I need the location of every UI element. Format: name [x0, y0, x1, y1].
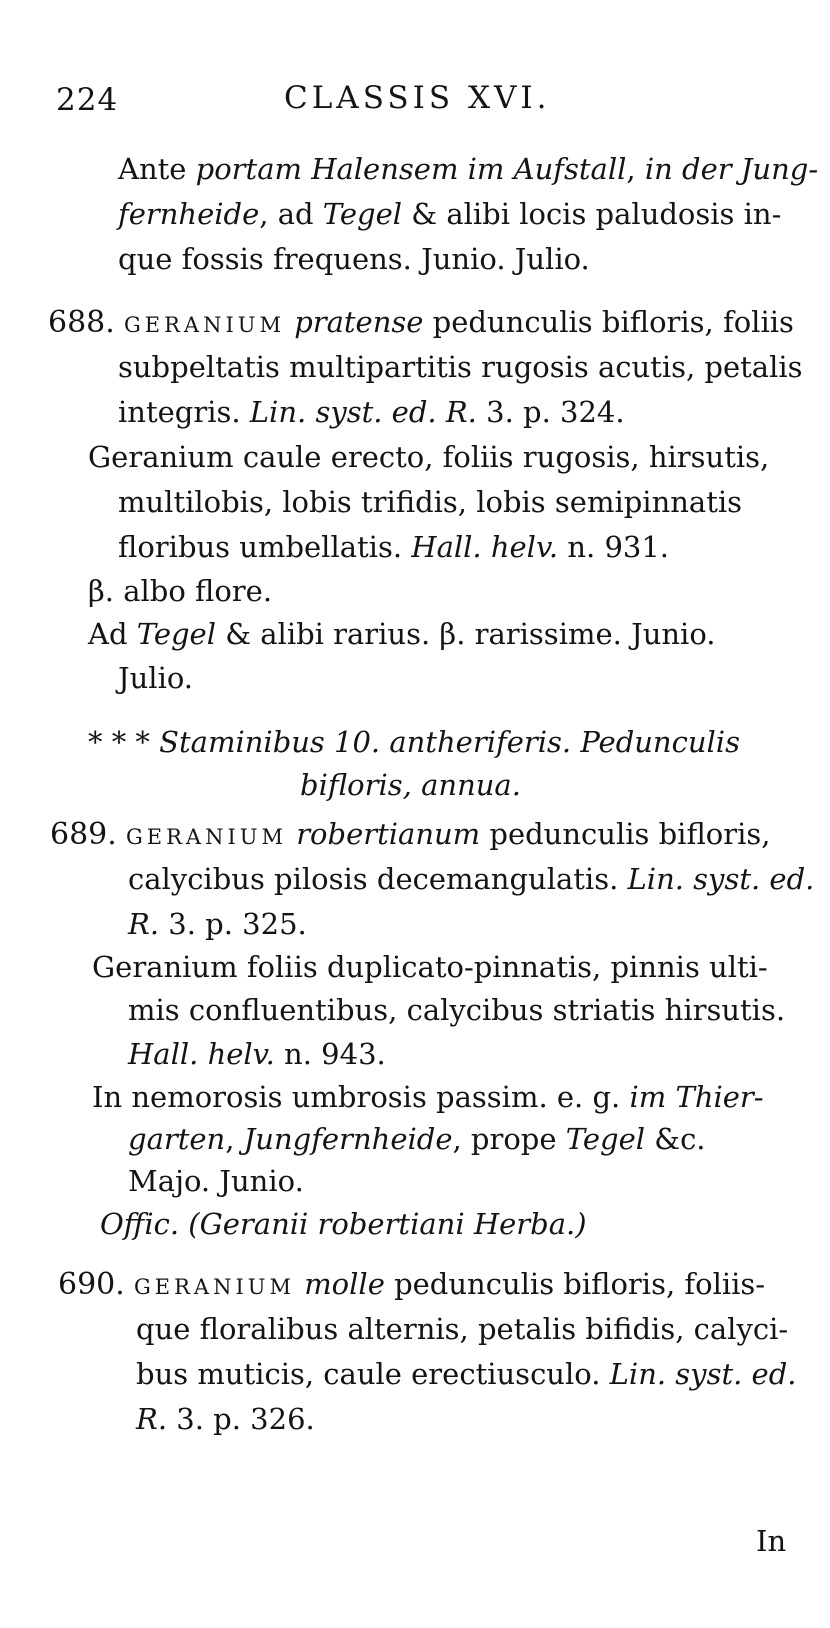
e688-habitat-1: Ad Tegel & alibi rarius. β. rarissime. Junio. [88, 617, 716, 651]
e689-synonym-2: mis confluentibus, calycibus striatis hirsutis. [128, 993, 786, 1027]
running-title: CLASSIS XVI. [284, 80, 551, 116]
e689-line-2: calycibus pilosis decemangulatis. Lin. syst. ed. [128, 862, 815, 896]
e688-synonym-1: Geranium caule erecto, foliis rugosis, hirsutis, [88, 440, 770, 474]
e688-heading: 688. GERANIUM pratense pedunculis bifloris, foliis [48, 305, 794, 340]
e689-heading: 689. GERANIUM robertianum pedunculis bifloris, [50, 817, 771, 852]
e690-heading: 690. GERANIUM molle pedunculis bifloris, foliis- [58, 1267, 766, 1302]
e688-line-3: integris. Lin. syst. ed. R. 3. p. 324. [118, 395, 625, 429]
page-number: 224 [56, 82, 119, 118]
e690-line-4: R. 3. p. 326. [136, 1402, 315, 1436]
e689-synonym-3: Hall. helv. n. 943. [128, 1037, 386, 1071]
e687-line-1: Ante portam Halensem im Aufstall, in der Jung- [118, 152, 819, 186]
catchword: In [756, 1524, 787, 1558]
e690-line-3: bus muticis, caule erectiusculo. Lin. syst. ed. [136, 1357, 797, 1391]
e688-line-2: subpeltatis multipartitis rugosis acutis, petalis [118, 350, 803, 384]
e689-synonym-1: Geranium foliis duplicato-pinnatis, pinnis ulti- [92, 950, 768, 984]
e688-synonym-3: floribus umbellatis. Hall. helv. n. 931. [118, 530, 670, 564]
e689-habitat-2: garten, Jungfernheide, prope Tegel &c. [128, 1122, 706, 1156]
e688-habitat-2: Julio. [118, 661, 194, 695]
e689-habitat-1: In nemorosis umbrosis passim. e. g. im Thier- [92, 1080, 764, 1114]
e690-line-2: que floralibus alternis, petalis bifidis, calyci- [136, 1312, 789, 1346]
e687-line-2: fernheide, ad Tegel & alibi locis paludosis in- [118, 197, 782, 231]
e689-line-3: R. 3. p. 325. [128, 907, 307, 941]
section-heading-2: bifloris, annua. [300, 768, 521, 802]
e688-synonym-2: multilobis, lobis trifidis, lobis semipinnatis [118, 485, 743, 519]
e689-habitat-3: Majo. Junio. [128, 1164, 304, 1198]
e687-line-3: que fossis frequens. Junio. Julio. [118, 242, 590, 276]
e689-officinal: Offic. (Geranii robertiani Herba.) [100, 1207, 587, 1241]
section-heading-1: * * * Staminibus 10. antheriferis. Pedunculis [88, 725, 740, 759]
e688-variety: β. albo flore. [88, 574, 273, 608]
